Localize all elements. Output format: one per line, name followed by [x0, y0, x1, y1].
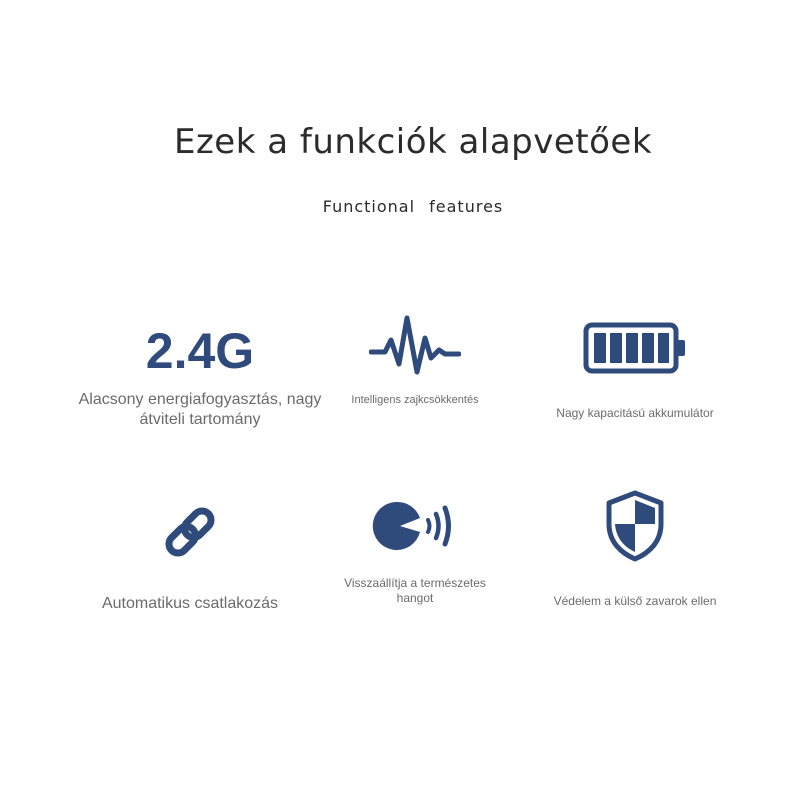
feature-caption: Védelem a külső zavarok ellen	[553, 594, 717, 608]
battery-icon	[583, 322, 687, 374]
page-title: Ezek a funkciók alapvetőek	[173, 122, 653, 162]
page-subtitle: Functional features	[322, 197, 504, 216]
feature-caption: Nagy kapacitású akkumulátor	[556, 406, 714, 420]
shield-icon	[604, 490, 666, 562]
feature-caption: Visszaállítja a természetes hangot	[344, 576, 486, 605]
feature-auto-connect	[70, 496, 310, 613]
feature-caption: Intelligens zajkcsökkentés	[351, 394, 479, 406]
2.4g-text-icon: 2.4G	[145, 323, 255, 379]
waveform-icon	[369, 314, 461, 378]
feature-interference-protection	[520, 490, 750, 608]
feature-caption: Automatikus csatlakozás	[101, 595, 279, 612]
feature-caption: Alacsony energiafogyasztás, nagy átviteli tartomány	[78, 391, 322, 428]
feature-battery	[520, 322, 750, 420]
chain-link-icon	[154, 496, 226, 568]
feature-natural-sound	[340, 496, 490, 606]
sound-wave-speaker-icon	[370, 496, 460, 556]
feature-2-4g	[70, 320, 330, 430]
feature-noise-cancel	[340, 314, 490, 407]
